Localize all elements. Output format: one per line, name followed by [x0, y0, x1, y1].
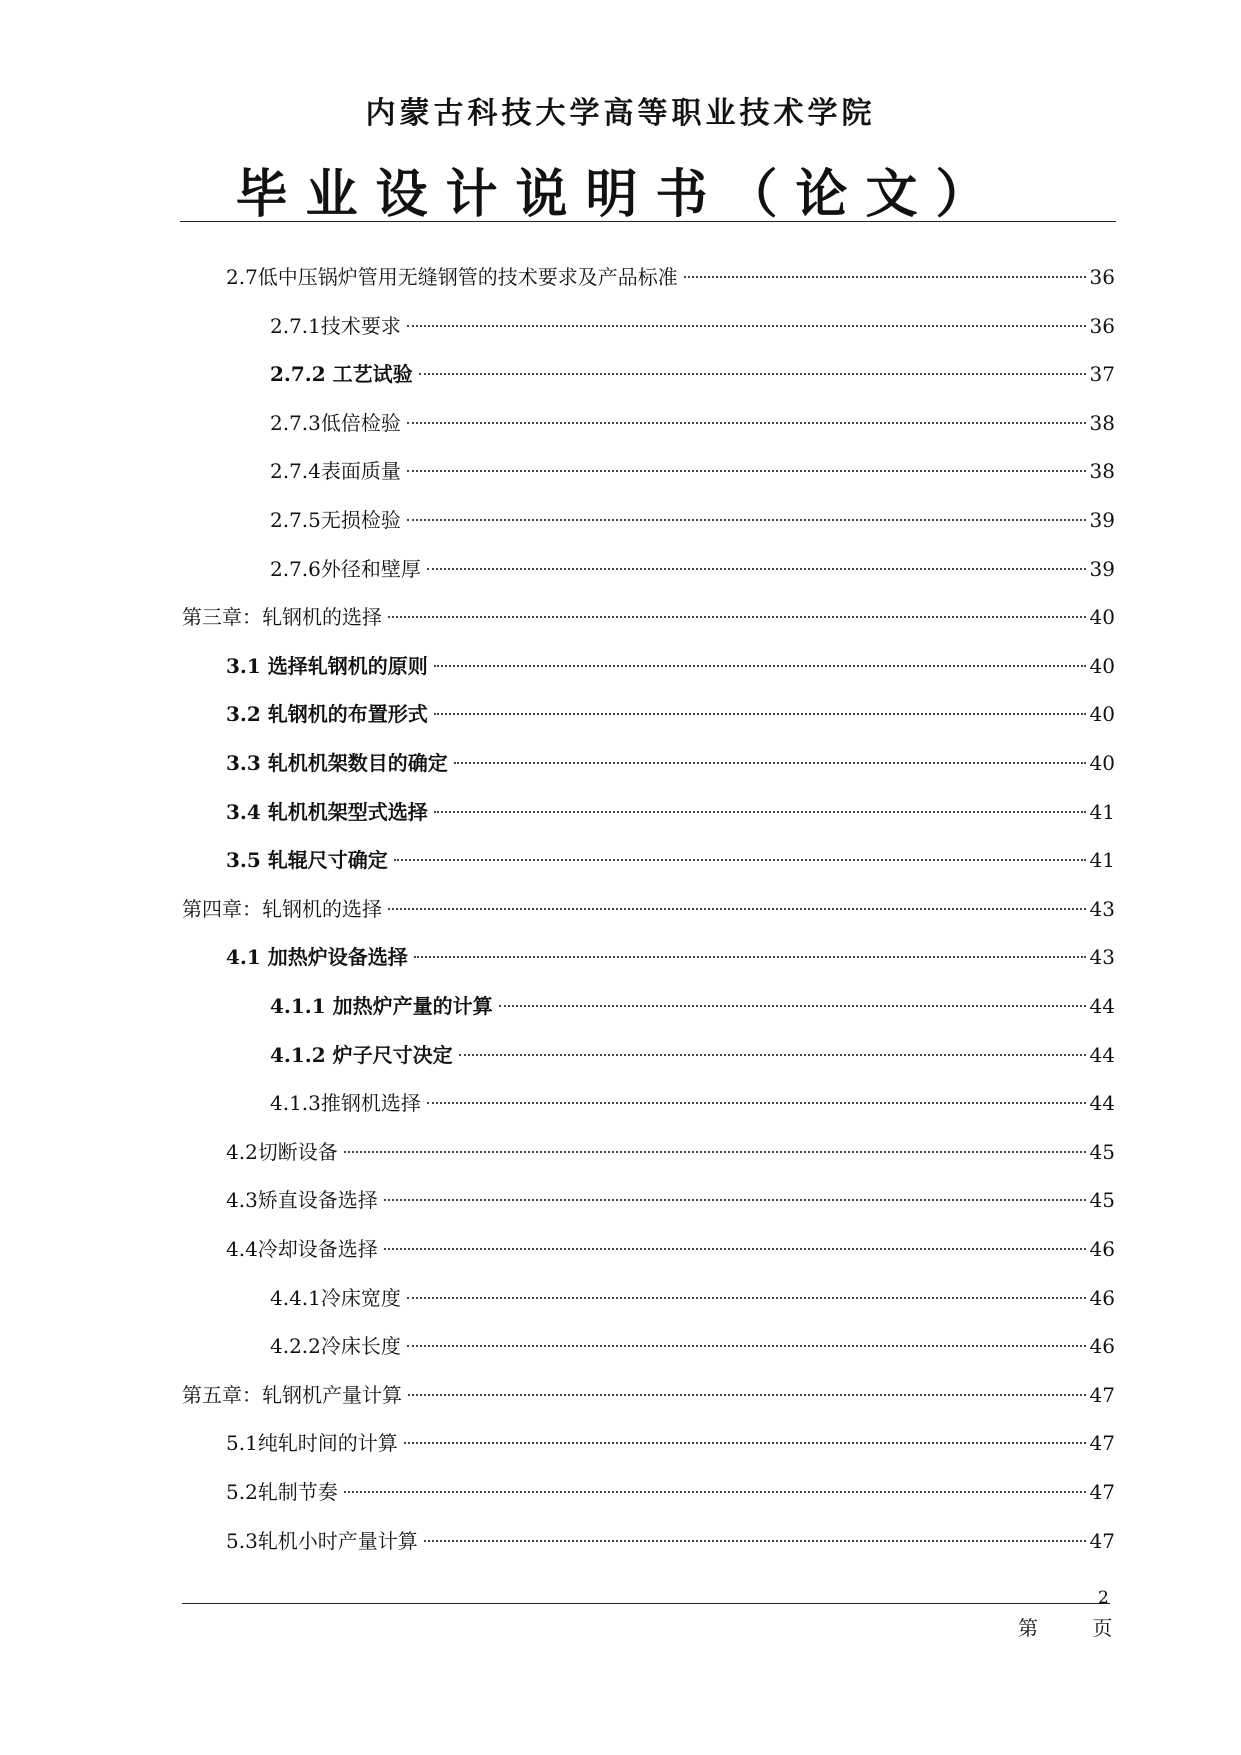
toc-entry-label: 第四章：轧钢机的选择: [182, 896, 382, 921]
footer-divider-segment: [310, 1603, 465, 1604]
toc-entry-label: 4.1.1 加热炉产量的计算: [270, 994, 493, 1018]
toc-entry-label: 2.7.5无损检验: [270, 508, 401, 532]
toc-dot-leader: [388, 908, 1086, 910]
footer-divider-segment: [182, 1603, 240, 1604]
toc-dot-leader: [407, 1297, 1086, 1299]
toc-entry-page: 38: [1089, 410, 1115, 435]
toc-entry-label: 3.3 轧机机架数目的确定: [226, 751, 448, 775]
toc-entry-label: 4.4冷却设备选择: [226, 1237, 378, 1261]
toc-entry[interactable]: [226, 797, 1115, 827]
toc-entry-label: 4.2切断设备: [226, 1139, 338, 1164]
toc-entry[interactable]: [226, 1185, 1115, 1215]
toc-entry-label: 2.7低中压锅炉管用无缝钢管的技术要求及产品标准: [226, 265, 678, 289]
toc-entry-label: 3.1 选择轧钢机的原则: [226, 653, 428, 678]
toc-dot-leader: [384, 1199, 1086, 1201]
toc-dot-leader: [407, 422, 1086, 424]
toc-dot-leader: [344, 1151, 1086, 1153]
toc-entry-label: 5.2轧制节奏: [226, 1480, 338, 1504]
toc-entry[interactable]: [226, 1234, 1115, 1264]
toc-dot-leader: [419, 373, 1086, 375]
toc-entry-page: 46: [1089, 1237, 1115, 1261]
toc-entry[interactable]: [270, 456, 1115, 486]
toc-entry-page: 44: [1089, 1091, 1115, 1116]
toc-dot-leader: [427, 1102, 1086, 1104]
toc-entry-label: 2.7.6外径和壁厚: [270, 556, 421, 581]
toc-entry-label: 3.4 轧机机架型式选择: [226, 799, 428, 824]
toc-entry[interactable]: [226, 845, 1115, 875]
toc-dot-leader: [344, 1491, 1086, 1493]
toc-entry[interactable]: [270, 1040, 1115, 1070]
toc-dot-leader: [394, 859, 1086, 861]
toc-entry[interactable]: [270, 991, 1115, 1021]
toc-dot-leader: [404, 1442, 1086, 1444]
toc-entry-label: 2.7.2 工艺试验: [270, 362, 413, 387]
toc-entry-label: 4.1.3推钢机选择: [270, 1091, 421, 1116]
toc-dot-leader: [407, 519, 1086, 521]
toc-entry[interactable]: [182, 894, 1115, 924]
toc-dot-leader: [388, 616, 1086, 618]
page-number: 2: [1098, 1588, 1109, 1608]
toc-dot-leader: [424, 1540, 1086, 1542]
page-label: [1018, 1612, 1112, 1641]
toc-entry-page: 43: [1089, 896, 1115, 921]
toc-entry-page: 46: [1089, 1285, 1115, 1310]
toc-entry-page: 39: [1089, 508, 1115, 532]
toc-entry-page: 45: [1089, 1139, 1115, 1164]
toc-entry[interactable]: [270, 1283, 1115, 1313]
toc-entry-label: 2.7.4表面质量: [270, 459, 401, 484]
toc-dot-leader: [427, 568, 1086, 570]
toc-dot-leader: [454, 762, 1086, 764]
toc-entry[interactable]: [270, 311, 1115, 341]
toc-entry-label: 2.7.3低倍检验: [270, 410, 401, 435]
toc-entry[interactable]: [226, 942, 1115, 972]
toc-entry[interactable]: [226, 262, 1115, 292]
toc-dot-leader: [459, 1054, 1086, 1056]
toc-entry-label: 5.1纯轧时间的计算: [226, 1431, 398, 1456]
toc-entry[interactable]: [226, 748, 1115, 778]
toc-dot-leader: [499, 1005, 1086, 1007]
toc-entry[interactable]: [270, 1331, 1115, 1361]
toc-entry[interactable]: [226, 1428, 1115, 1458]
footer-divider-segment: [465, 1603, 710, 1604]
toc-entry[interactable]: [270, 554, 1115, 584]
toc-dot-leader: [434, 811, 1086, 813]
toc-entry-page: 47: [1089, 1528, 1115, 1553]
toc-entry-page: 39: [1089, 556, 1115, 581]
toc-entry[interactable]: [182, 602, 1115, 632]
toc-entry[interactable]: [182, 1380, 1115, 1410]
toc-entry-label: 4.1.2 炉子尺寸决定: [270, 1042, 453, 1067]
toc-entry-label: 3.2 轧钢机的布置形式: [226, 702, 428, 727]
toc-entry-label: 3.5 轧辊尺寸确定: [226, 848, 388, 873]
toc-entry[interactable]: [226, 1526, 1115, 1556]
toc-dot-leader: [407, 470, 1086, 472]
document-title: 毕业设计说明书（论文）: [235, 164, 1006, 225]
footer-divider-segment: [710, 1603, 1110, 1604]
toc-entry-page: 45: [1089, 1188, 1115, 1213]
toc-entry-page: 47: [1089, 1382, 1115, 1407]
institution-name: 内蒙古科技大学高等职业技术学院: [365, 96, 876, 131]
toc-entry[interactable]: [270, 359, 1115, 389]
toc-entry-page: 44: [1089, 1042, 1115, 1067]
toc-entry-label: 4.4.1冷床宽度: [270, 1285, 401, 1310]
toc-entry-page: 36: [1089, 265, 1115, 289]
header-divider: [180, 221, 1116, 222]
toc-entry-label: 2.7.1技术要求: [270, 313, 401, 338]
page-suffix: 页: [1092, 1616, 1113, 1640]
toc-entry-label: 4.1 加热炉设备选择: [226, 945, 408, 970]
toc-entry-page: 43: [1089, 945, 1115, 970]
toc-dot-leader: [384, 1248, 1086, 1250]
toc-entry[interactable]: [226, 1477, 1115, 1507]
toc-entry-page: 41: [1089, 799, 1115, 824]
toc-entry[interactable]: [226, 699, 1115, 729]
toc-entry-label: 第五章：轧钢机产量计算: [182, 1382, 402, 1407]
toc-entry-page: 40: [1089, 751, 1115, 775]
toc-entry-page: 38: [1089, 459, 1115, 484]
toc-entry-page: 40: [1089, 605, 1115, 630]
toc-entry-page: 47: [1089, 1480, 1115, 1504]
toc-entry-label: 第三章：轧钢机的选择: [182, 605, 382, 630]
toc-dot-leader: [408, 1394, 1086, 1396]
toc-entry[interactable]: [270, 1088, 1115, 1118]
footer-divider-segment: [240, 1603, 310, 1604]
toc-dot-leader: [414, 956, 1086, 958]
toc-entry-page: 47: [1089, 1431, 1115, 1456]
toc-entry-page: 40: [1089, 653, 1115, 678]
toc-dot-leader: [684, 276, 1086, 278]
toc-entry-page: 40: [1089, 702, 1115, 727]
toc-entry-page: 36: [1089, 313, 1115, 338]
toc-entry-page: 46: [1089, 1334, 1115, 1359]
toc-dot-leader: [407, 325, 1086, 327]
toc-entry[interactable]: [226, 651, 1115, 681]
toc-entry-page: 44: [1089, 994, 1115, 1018]
page-prefix: 第: [1018, 1616, 1038, 1640]
toc-dot-leader: [434, 713, 1086, 715]
toc-entry-label: 5.3轧机小时产量计算: [226, 1528, 418, 1553]
toc-dot-leader: [434, 665, 1086, 667]
toc-entry[interactable]: [270, 408, 1115, 438]
toc-dot-leader: [407, 1345, 1086, 1347]
toc-entry-label: 4.2.2冷床长度: [270, 1334, 401, 1359]
toc-entry-label: 4.3矫直设备选择: [226, 1188, 378, 1213]
toc-entry[interactable]: [226, 1137, 1115, 1167]
toc-entry-page: 37: [1089, 362, 1115, 387]
toc-entry[interactable]: [270, 505, 1115, 535]
toc-entry-page: 41: [1089, 848, 1115, 873]
